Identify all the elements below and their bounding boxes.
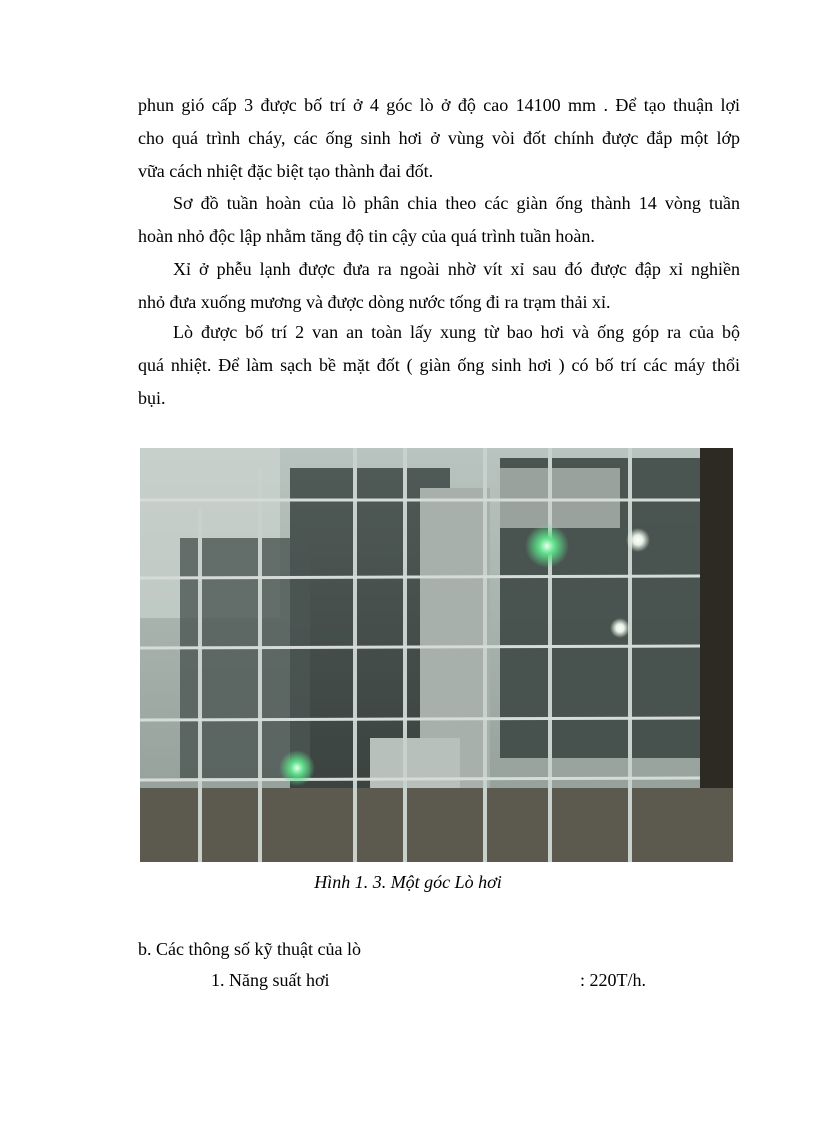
paragraph-4	[138, 316, 740, 415]
spec-item-label: 1. Năng suất hơi	[211, 970, 330, 990]
spec-item-value: : 220T/h.	[580, 970, 646, 990]
text-line: Lò được bố trí 2 van an toàn lấy xung từ bao hơi và ống góp ra của bộ	[173, 322, 740, 342]
paragraph-1	[138, 89, 740, 188]
text-line: hoàn nhỏ độc lập nhằm tăng độ tin cậy của quá trình tuần hoàn.	[138, 226, 595, 246]
text-line: quá nhiệt. Để làm sạch bề mặt đốt ( giàn ống sinh hơi ) có bố trí các máy thổi	[138, 355, 740, 375]
text-line: bụi.	[138, 388, 166, 408]
text-line: phun gió cấp 3 được bố trí ở 4 góc lò ở độ cao 14100 mm . Để tạo thuận lợi	[138, 95, 740, 115]
paragraph-2	[138, 187, 740, 253]
text-line: vữa cách nhiệt đặc biệt tạo thành đai đốt.	[138, 161, 434, 181]
boiler-photo	[140, 448, 733, 862]
section-heading: b. Các thông số kỹ thuật của lò	[138, 939, 361, 959]
text-line: Sơ đồ tuần hoàn của lò phân chia theo các giàn ống thành 14 vòng tuần	[173, 193, 740, 213]
text-line: Xỉ ở phễu lạnh được đưa ra ngoài nhờ vít xỉ sau đó được đập xỉ nghiền	[173, 259, 740, 279]
boiler-photo-illustration	[140, 448, 733, 862]
text-line: cho quá trình cháy, các ống sinh hơi ở vùng vòi đốt chính được đắp một lớp	[138, 128, 740, 148]
text-line: nhỏ đưa xuống mương và được dòng nước tống đi ra trạm thải xỉ.	[138, 292, 611, 312]
figure-caption: Hình 1. 3. Một góc Lò hơi	[314, 872, 502, 892]
paragraph-3	[138, 253, 740, 319]
